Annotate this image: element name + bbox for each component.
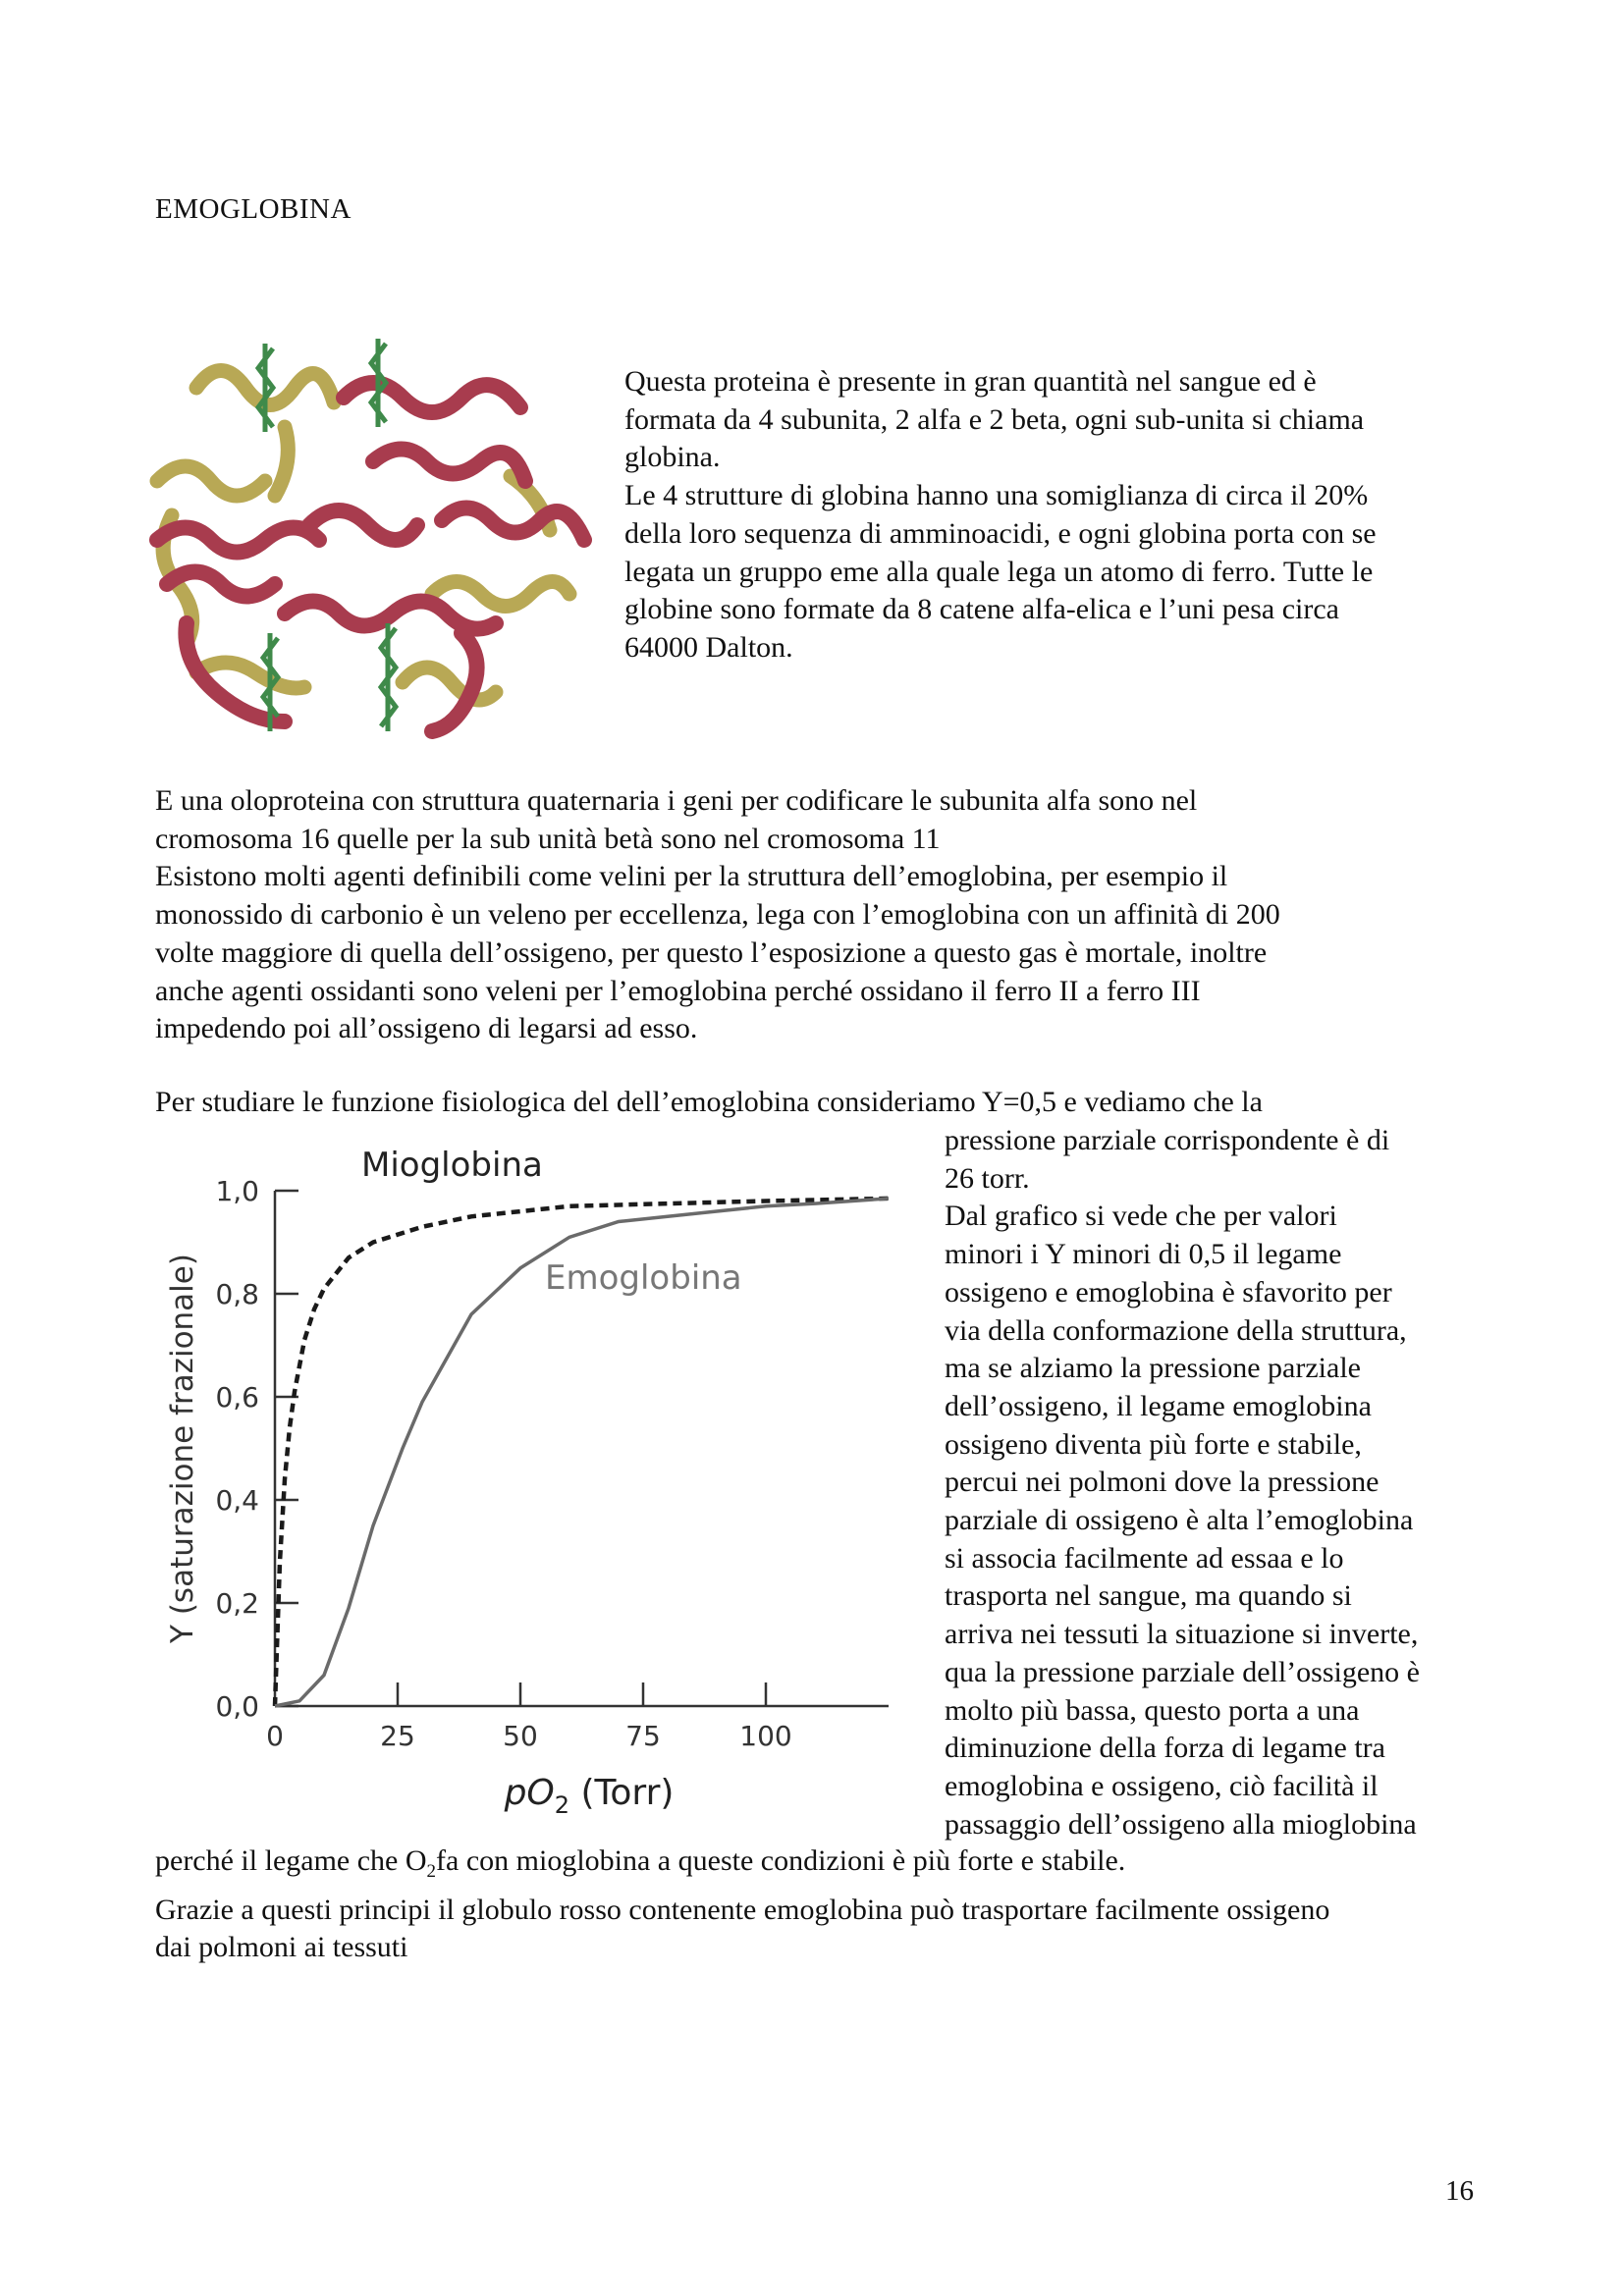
y-axis-label: Y (saturazione frazionale) [165, 1254, 200, 1643]
line-text: perché il legame che O [155, 1844, 427, 1877]
y-tick-label: 0,8 [215, 1278, 259, 1310]
chart-explanation-column [945, 1122, 1494, 1843]
side-line: 26 torr. [945, 1161, 1030, 1195]
y-tick-label: 0,6 [215, 1381, 259, 1414]
side-line: percui nei polmoni dove la pressione [945, 1466, 1380, 1499]
side-line: trasporta nel sangue, ma quando si [945, 1579, 1352, 1613]
paragraph-line: dai polmoni ai tessuti [155, 1931, 408, 1964]
paragraph-line: anche agenti ossidanti sono veleni per l’emoglobina perché ossidano il ferro II a ferro III [155, 974, 1201, 1007]
side-line: dell’ossigeno, il legame emoglobina [945, 1389, 1372, 1422]
x-tick-label: 75 [625, 1720, 661, 1752]
paragraph-line [155, 1842, 1490, 1892]
side-line: diminuzione della forza di legame tra [945, 1732, 1385, 1765]
subscript: 2 [426, 1861, 437, 1882]
side-line: si associa facilmente ad essaa e lo [945, 1541, 1344, 1575]
side-line: minori i Y minori di 0,5 il legame [945, 1238, 1342, 1271]
oxygen-binding-chart [147, 1127, 898, 1824]
paragraph-line: volte maggiore di quella dell’ossigeno, per questo l’esposizione a questo gas è mortale, inoltre [155, 935, 1268, 969]
x-tick-label: 0 [266, 1720, 284, 1752]
x-tick-label: 50 [503, 1720, 538, 1752]
series-label-emoglobina: Emoglobina [545, 1258, 742, 1298]
side-line: arriva nei tessuti la situazione si inverte, [945, 1618, 1419, 1651]
conclusion-paragraph [155, 1842, 1490, 1967]
side-line: ossigeno e emoglobina è sfavorito per [945, 1275, 1392, 1308]
side-line: parziale di ossigeno è alta l’emoglobina [945, 1504, 1414, 1537]
side-line: ossigeno diventa più forte e stabile, [945, 1427, 1362, 1461]
page-title: EMOGLOBINA [155, 193, 352, 225]
side-line: via della conformazione della struttura, [945, 1313, 1407, 1347]
genes-and-poisons-paragraph [155, 782, 1490, 1048]
y-tick-label: 0,4 [215, 1484, 259, 1517]
y-tick-label: 0,0 [215, 1690, 259, 1723]
y-tick-label: 0,2 [215, 1587, 259, 1620]
paragraph-line: cromosoma 16 quelle per la sub unità betà sono nel cromosoma 11 [155, 822, 941, 855]
alpha-subunit-ribbons [157, 383, 584, 731]
intro-line: 64000 Dalton. [624, 630, 793, 664]
side-line: emoglobina e ossigeno, ciò facilità il [945, 1769, 1379, 1802]
paragraph-line: Esistono molti agenti definibili come velini per la struttura dell’emoglobina, per esempio il [155, 860, 1228, 893]
side-line: qua la pressione parziale dell’ossigeno è [945, 1655, 1420, 1688]
intro-line: formata da 4 subunita, 2 alfa e 2 beta, ogni sub-unita si chiama [624, 402, 1365, 436]
x-tick-label: 25 [380, 1720, 415, 1752]
intro-line: Le 4 strutture di globina hanno una somiglianza di circa il 20% [624, 479, 1369, 512]
paragraph-line: monossido di carbonio è un veleno per eccellenza, lega con l’emoglobina con un affinità di 200 [155, 898, 1280, 932]
intro-line: globine sono formate da 8 catene alfa-elica e l’uni pesa circa [624, 593, 1339, 626]
y-tick-label: 1,0 [215, 1175, 259, 1207]
paragraph-line: Grazie a questi principi il globulo rosso contenente emoglobina può trasportare facilmente ossigeno [155, 1893, 1330, 1926]
paragraph-line: E una oloproteina con struttura quaternaria i geni per codificare le subunita alfa sono nel [155, 784, 1198, 817]
side-line: ma se alziamo la pressione parziale [945, 1352, 1361, 1385]
intro-line: Questa proteina è presente in gran quantità nel sangue ed è [624, 365, 1317, 398]
protein-ribbon-image [137, 329, 609, 751]
page-number: 16 [1445, 2175, 1474, 2207]
paragraph-line: Per studiare le funzione fisiologica del dell’emoglobina consideriamo Y=0,5 e vediamo che la [155, 1086, 1263, 1118]
series-label-mioglobina: Mioglobina [361, 1146, 543, 1185]
physiology-intro-line [155, 1084, 1490, 1122]
line-text: fa con mioglobina a queste condizioni è più forte e stabile. [436, 1844, 1126, 1877]
intro-line: della loro sequenza di amminoacidi, e ogni globina porta con se [624, 516, 1377, 550]
x-axis-label: $pO_2$ (Torr) [504, 1773, 675, 1819]
side-line: passaggio dell’ossigeno alla mioglobina [945, 1807, 1417, 1841]
intro-line: legata un gruppo eme alla quale lega un atomo di ferro. Tutte le [624, 555, 1374, 588]
intro-paragraph [624, 363, 1488, 667]
x-tick-label: 100 [739, 1720, 792, 1752]
side-line: Dal grafico si vede che per valori [945, 1200, 1337, 1233]
paragraph-line: impedendo poi all’ossigeno di legarsi ad esso. [155, 1012, 698, 1045]
side-line: pressione parziale corrispondente è di [945, 1124, 1390, 1156]
intro-line: globina. [624, 441, 721, 474]
side-line: molto più bassa, questo porta a una [945, 1693, 1360, 1727]
